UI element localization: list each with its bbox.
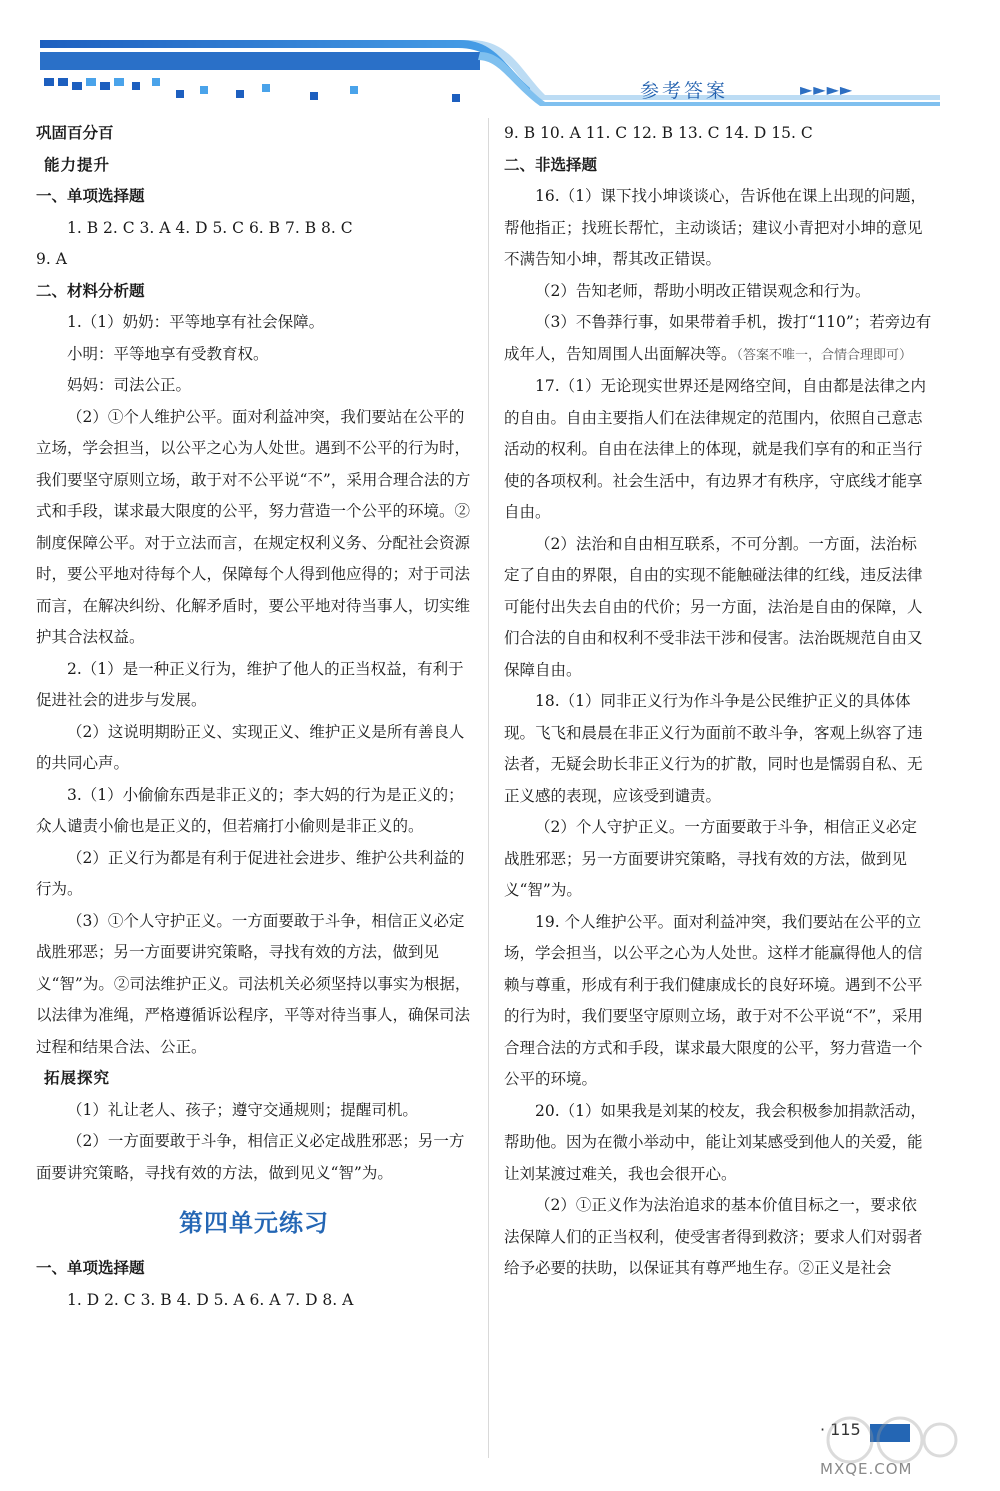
unit-title: 第四单元练习 [179,1209,329,1237]
answer-paragraph: （2）法治和自由相互联系，不可分割。一方面，法治标定了自由的界限，自由的实现不能触碰法律的红线，违反法律可能付出失去自由的代价；另一方面，法治是自由的保障，人们合法的自由和权利不受非法干涉和侵害。法治既规范自由又保障自由。 [504,534,923,679]
left-column [36,118,472,1316]
answer-paragraph: （2）个人守护正义。一方面要敢于斗争，相信正义必定战胜邪恶；另一方面要讲究策略，寻找有效的方法，做到见义“智”为。 [504,818,917,899]
answer-paragraph: （2）一方面要敢于斗争，相信正义必定战胜邪恶；另一方面要讲究策略，寻找有效的方法，做到见义“智”为。 [36,1132,465,1182]
section-title: 一、单项选择题 [36,1259,145,1277]
answer-paragraph: 17.（1）无论现实世界还是网络空间，自由都是法律之内的自由。自由主要指人们在法律规定的范围内，依照自己意志活动的权利。自由在法律上的体现，就是我们享有的和正当行使的各项权利。社会生活中，有边界才有秩序，守底线才能享自由。 [504,377,927,521]
section-title: 二、材料分析题 [36,281,145,300]
answer-paragraph: 3.（1）小偷偷东西是非正义的；李大妈的行为是正义的；众人谴责小偷也是正义的，但若痛打小偷则是非正义的。 [36,785,464,835]
answer-text: （3）不鲁莽行事，如果带着手机，拨打“110”；若旁边有成年人，告知周围人出面解决等。 [504,313,932,363]
section-title: 二、非选择题 [504,155,598,174]
column-divider [488,118,489,1458]
answer-paragraph: 1.（1）奶奶：平等地享有社会保障。 [67,313,325,331]
subsection-heading: 能力提升 [44,155,111,174]
right-column [504,118,932,1285]
page-number: · 115 [820,1420,861,1439]
answer-line: 9. A [36,250,67,268]
answer-paragraph: 2.（1）是一种正义行为，维护了他人的正当权益，有利于促进社会的进步与发展。 [36,659,464,709]
answer-paragraph: 小明：平等地享有受教育权。 [67,344,269,363]
answer-paragraph: 19. 个人维护公平。面对利益冲突，我们要站在公平的立场，学会担当，以公平之心为人处世。这样才能赢得他人的信赖与尊重，形成有利于我们健康成长的良好环境。遇到不公平的行为时，我们要坚守原则立场，敢于对不公平说“不”，采用合理合法的方式和手段，谋求最大限度的公平，努力营造一个公平的环境。 [504,912,923,1088]
watermark-text: MXQE.COM [820,1460,913,1478]
header-title: 参考答案 [640,80,729,102]
answer-paragraph: （2）正义行为都是有利于促进社会进步、维护公共利益的行为。 [36,848,465,898]
answer-paragraph: （3）①个人守护正义。一方面要敢于斗争，相信正义必定战胜邪恶；另一方面要讲究策略，寻找有效的方法，做到见义“智”为。②司法维护正义。司法机关必须坚持以事实为根据，以法律为准绳，严格遵循诉讼程序，平等对待当事人，确保司法过程和结果合法、公正。 [36,911,471,1056]
answer-note: （答案不唯一，合情合理即可） [736,347,913,363]
answer-line: 9. B 10. A 11. C 12. B 13. C 14. D 15. C [504,124,813,142]
answer-paragraph: 16.（1）课下找小坤谈谈心，告诉他在课上出现的问题，帮他指正；找班长帮忙，主动谈话；建议小青把对小坤的意见不满告知小坤，帮其改正错误。 [504,187,927,268]
answer-paragraph: 妈妈：司法公正。 [67,376,192,394]
subsection-heading: 拓展探究 [44,1069,111,1087]
answer-paragraph [504,307,932,371]
answer-paragraph: （2）①个人维护公平。面对利益冲突，我们要站在公平的立场，学会担当，以公平之心为人处世。遇到不公平的行为时，我们要坚守原则立场，敢于对不公平说“不”，采用合理合法的方式和手段，谋求最大限度的公平，努力营造一个公平的环境。②制度保障公平。对于立法而言，在规定权利义务、分配社会资源时，要公平地对待每个人，保障每个人得到他应得的；对于司法而言，在解决纠纷、化解矛盾时，要公平地对待当事人，切实维护其合法权益。 [36,407,471,646]
header-banner-graphic [0,0,1000,118]
page-header [0,0,1000,118]
answer-paragraph: （2）告知老师，帮助小明改正错误观念和行为。 [535,281,871,300]
answer-paragraph: （2）①正义作为法治追求的基本价值目标之一，要求依法保障人们的正当权利，使受害者得到救济；要求人们对弱者给予必要的扶助，以保证其有尊严地生存。②正义是社会 [504,1196,923,1277]
answer-paragraph: （1）礼让老人、孩子；遵守交通规则；提醒司机。 [67,1100,418,1119]
section-heading: 巩固百分百 [36,124,114,142]
answer-paragraph: 18.（1）同非正义行为作斗争是公民维护正义的具体体现。飞飞和晨晨在非正义行为面前不敢斗争，客观上纵容了违法者，无疑会助长非正义行为的扩散，同时也是懦弱自私、无正义感的表现，应该受到谴责。 [504,692,923,805]
answer-line: 1. B 2. C 3. A 4. D 5. C 6. B 7. B 8. C [67,218,353,237]
section-title: 一、单项选择题 [36,187,145,205]
header-arrows-icon: ►►►► [800,80,854,99]
answer-line: 1. D 2. C 3. B 4. D 5. A 6. A 7. D 8. A [67,1290,354,1309]
answer-paragraph: 20.（1）如果我是刘某的校友，我会积极参加捐款活动，帮助他。因为在微小举动中，能让刘某感受到他人的关爱，能让刘某渡过难关，我也会很开心。 [504,1101,927,1183]
answer-paragraph: （2）这说明期盼正义、实现正义、维护正义是所有善良人的共同心声。 [36,722,465,772]
